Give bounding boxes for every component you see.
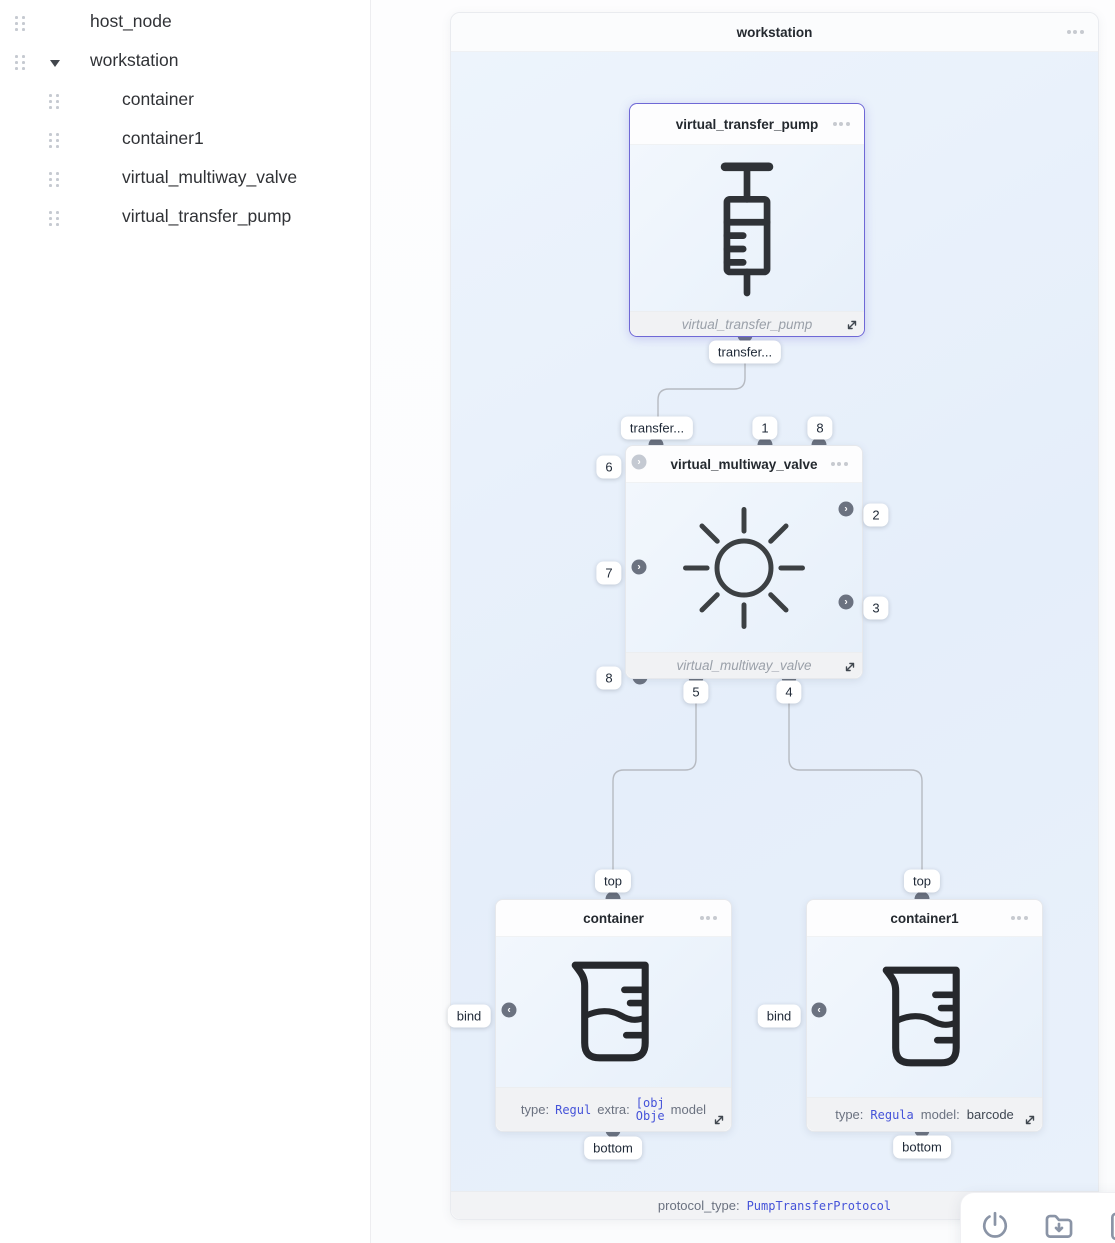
folder-download-icon	[1042, 1209, 1076, 1243]
tree-item-virtual-multiway-valve[interactable]: virtual_multiway_valve	[122, 167, 298, 187]
tree-row-workstation	[0, 49, 370, 77]
more-menu-icon[interactable]	[700, 916, 717, 920]
container1-bind-port[interactable]: ‹	[812, 1003, 827, 1018]
extra-value-line2: Obje	[635, 1108, 665, 1123]
valve-port-3[interactable]: ›	[839, 595, 854, 610]
type-value: Regul	[555, 1102, 592, 1117]
resize-icon[interactable]	[1024, 1114, 1036, 1126]
valve-port-2[interactable]: ›	[839, 502, 854, 517]
sidebar	[0, 0, 371, 1243]
resize-icon[interactable]	[844, 661, 856, 673]
pump-header[interactable]	[630, 104, 864, 145]
canvas-toolbar	[960, 1192, 1115, 1243]
pump-title: virtual_transfer_pump	[675, 116, 819, 132]
container-footer	[496, 1087, 731, 1131]
model-label: model:	[920, 1107, 960, 1122]
workstation-header[interactable]	[451, 13, 1098, 52]
container1-title: container1	[890, 910, 959, 926]
port-label-valve-5[interactable]: 5	[683, 681, 708, 704]
resize-icon[interactable]	[713, 1114, 725, 1126]
tree-item-workstation[interactable]: workstation	[90, 50, 179, 70]
model-value: barcode	[966, 1107, 1014, 1122]
tree-row-virtual-transfer-pump	[0, 205, 370, 233]
more-menu-icon[interactable]	[1011, 916, 1028, 920]
port-label-container1-bind[interactable]: bind	[758, 1005, 801, 1028]
drag-handle-icon[interactable]	[49, 133, 59, 148]
power-button[interactable]	[977, 1208, 1013, 1243]
caret-down-icon[interactable]	[50, 60, 60, 67]
container-bind-port[interactable]: ‹	[502, 1003, 517, 1018]
container-title: container	[583, 910, 644, 926]
container1-body	[807, 937, 1042, 1097]
tree-item-virtual-transfer-pump[interactable]: virtual_transfer_pump	[122, 206, 292, 226]
document-button[interactable]	[1105, 1208, 1115, 1243]
pump-name: virtual_transfer_pump	[681, 316, 813, 332]
container-header[interactable]	[496, 900, 731, 937]
port-label-valve-7[interactable]: 7	[596, 562, 621, 585]
container-node	[495, 899, 732, 1132]
drag-handle-icon[interactable]	[49, 211, 59, 226]
tree-row-host-node	[0, 10, 370, 38]
workstation-title: workstation	[736, 24, 813, 40]
power-icon	[978, 1209, 1012, 1243]
tree-row-container1	[0, 127, 370, 155]
document-icon	[1106, 1209, 1115, 1243]
container1-header[interactable]	[807, 900, 1042, 937]
port-label-valve-6[interactable]: 6	[596, 456, 621, 479]
valve-port-6[interactable]: ›	[632, 455, 647, 470]
virtual-transfer-pump-node	[629, 103, 865, 337]
tree-row-container	[0, 88, 370, 116]
port-label-container-top[interactable]: top	[595, 870, 631, 893]
drag-handle-icon[interactable]	[49, 172, 59, 187]
port-label-container1-top[interactable]: top	[904, 870, 940, 893]
port-label-valve-8-left[interactable]: 8	[596, 667, 621, 690]
drag-handle-icon[interactable]	[15, 16, 25, 31]
type-label: type:	[835, 1107, 864, 1122]
beaker-icon	[562, 955, 666, 1069]
pump-footer	[630, 311, 864, 336]
more-menu-icon[interactable]	[831, 462, 848, 466]
extra-label: extra:	[597, 1102, 630, 1117]
tree-item-host-node[interactable]: host_node	[90, 11, 172, 31]
import-button[interactable]	[1041, 1208, 1077, 1243]
more-menu-icon[interactable]	[833, 122, 850, 126]
drag-handle-icon[interactable]	[49, 94, 59, 109]
protocol-type-value: PumpTransferProtocol	[746, 1198, 892, 1213]
port-label-valve-transfer[interactable]: transfer...	[621, 417, 693, 440]
port-label-pump-transfer[interactable]: transfer...	[709, 341, 781, 364]
port-label-container1-bottom[interactable]: bottom	[893, 1136, 951, 1159]
tree-item-container1[interactable]: container1	[122, 128, 204, 148]
model-label: model	[670, 1102, 707, 1117]
valve-footer	[626, 652, 862, 678]
container1-footer	[807, 1097, 1042, 1131]
beaker-icon	[873, 960, 977, 1074]
tree-row-virtual-multiway-valve	[0, 166, 370, 194]
valve-header[interactable]	[626, 446, 862, 483]
valve-title: virtual_multiway_valve	[670, 456, 818, 472]
valve-port-7[interactable]: ›	[632, 560, 647, 575]
valve-icon	[681, 505, 807, 631]
container-body	[496, 937, 731, 1087]
extra-value-line1: [obj	[635, 1095, 665, 1110]
extra-value	[636, 1097, 665, 1122]
container1-node	[806, 899, 1043, 1132]
syringe-icon	[704, 155, 790, 301]
port-label-container-bind[interactable]: bind	[448, 1005, 491, 1028]
more-menu-icon[interactable]	[1067, 30, 1084, 34]
port-label-valve-2[interactable]: 2	[863, 504, 888, 527]
port-label-valve-3[interactable]: 3	[863, 597, 888, 620]
valve-name: virtual_multiway_valve	[676, 658, 812, 673]
port-label-valve-8-top[interactable]: 8	[807, 417, 832, 440]
type-value: Regula	[870, 1107, 914, 1122]
valve-body	[626, 483, 862, 652]
virtual-multiway-valve-node	[625, 445, 863, 679]
resize-icon[interactable]	[846, 319, 858, 331]
pump-body	[630, 145, 864, 311]
drag-handle-icon[interactable]	[15, 55, 25, 70]
protocol-type-label: protocol_type:	[657, 1198, 740, 1213]
port-label-valve-1[interactable]: 1	[752, 417, 777, 440]
port-label-container-bottom[interactable]: bottom	[584, 1137, 642, 1160]
port-label-valve-4[interactable]: 4	[776, 681, 801, 704]
type-label: type:	[520, 1102, 550, 1117]
tree-item-container[interactable]: container	[122, 89, 194, 109]
